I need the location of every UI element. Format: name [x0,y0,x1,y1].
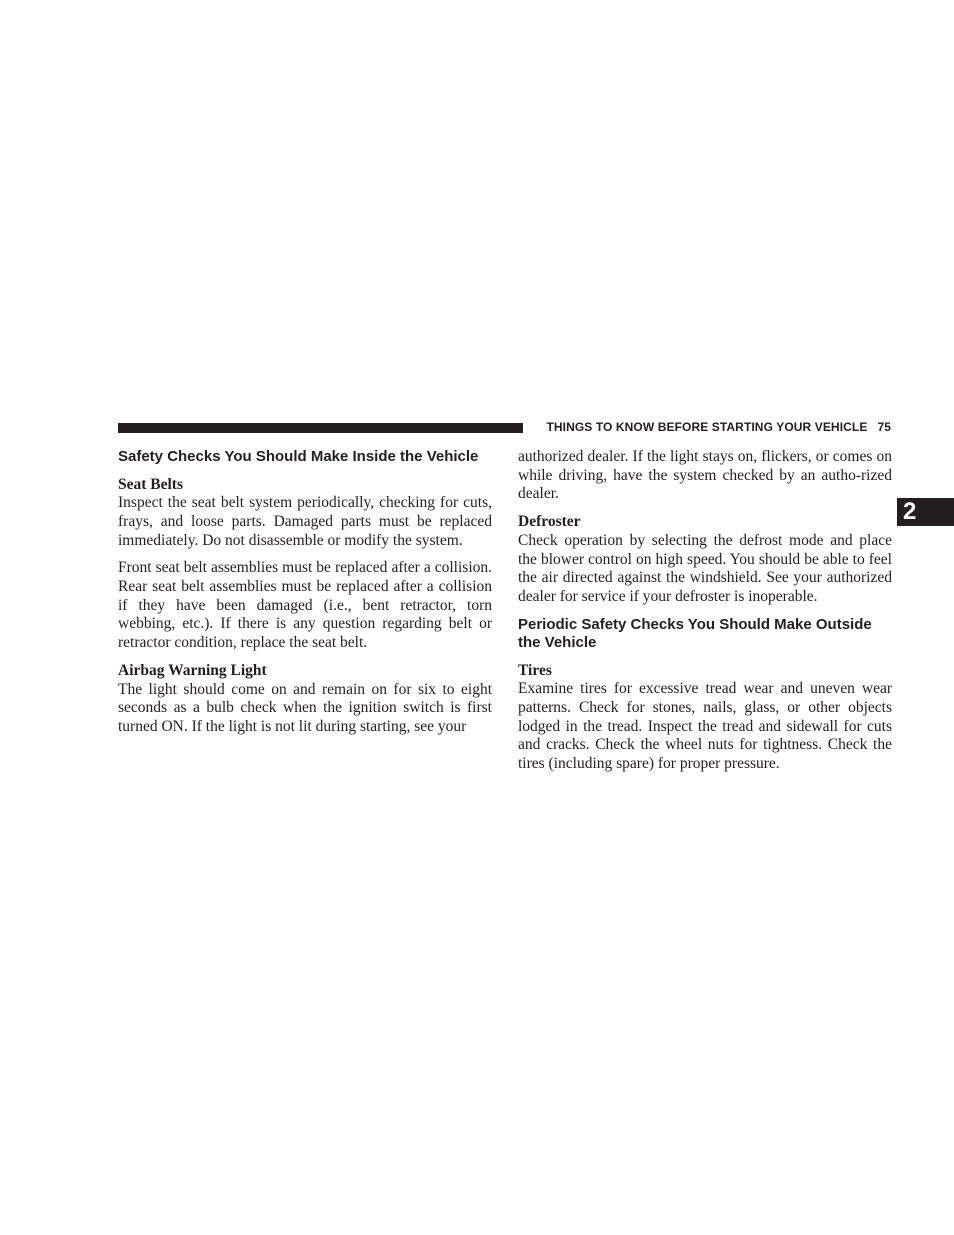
heading-seat-belts: Seat Belts [118,475,184,493]
heading-tires: Tires [518,661,552,679]
right-column [518,448,892,783]
left-column [118,448,492,746]
chapter-number: 2 [903,498,917,525]
defroster-paragraph: Check operation by selecting the defrost mode and place the blower control on high speed. You should be able to feel the air directed against the windshield. See your authorized dealer for service if your defroster is inoperable. [518,531,892,605]
page-number: 75 [877,420,891,434]
chapter-tab [897,498,954,526]
header-rule-bar [118,423,523,433]
heading-airbag-warning-light: Airbag Warning Light [118,661,267,679]
running-header [533,420,891,434]
heading-defroster: Defroster [518,513,581,531]
airbag-paragraph: The light should come on and remain on for six to eight seconds as a bulb check when the ignition switch is first turned ON. If the light is not lit during starting, see your [118,680,492,735]
seat-belts-paragraph-1: Inspect the seat belt system periodically, checking for cuts, frays, and loose parts. Damaged parts must be replaced immediately. Do not disassemble or modify the system. [118,494,492,549]
running-title: THINGS TO KNOW BEFORE STARTING YOUR VEHICLE [546,420,868,434]
tires-paragraph: Examine tires for excessive tread wear and uneven wear patterns. Check for stones, nails, glass, or other objects lodged in the tread. Inspect the tread and sidewall for cuts and cracks. Check the wheel nuts for tightness. Check the tires (including spare) for proper pressure. [518,680,892,773]
section-title-outside-checks: Periodic Safety Checks You Should Make Outside the Vehicle [518,615,872,652]
seat-belts-paragraph-2: Front seat belt assemblies must be replaced after a collision. Rear seat belt assemblies must be replaced after a collision if they have been damaged (i.e., bent retractor, torn webbing, etc.). If there is any question regarding belt or retractor condition, replace the seat belt. [118,559,492,652]
airbag-paragraph-continued: authorized dealer. If the light stays on, flickers, or comes on while driving, have the system checked by an autho-rized dealer. [518,448,892,503]
section-title-inside-checks: Safety Checks You Should Make Inside the Vehicle [118,448,479,465]
